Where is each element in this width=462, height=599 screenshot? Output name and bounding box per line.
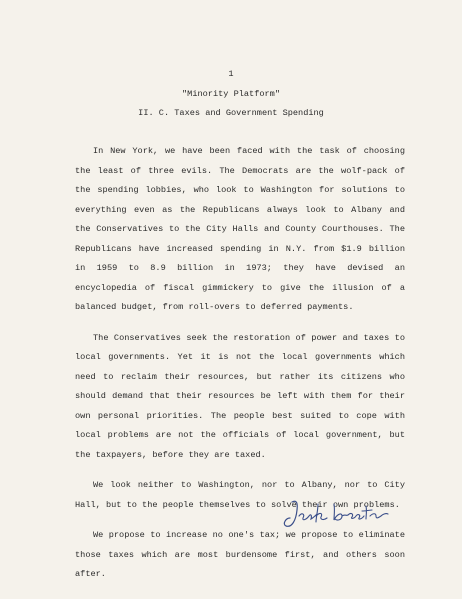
paragraph-1: In New York, we have been faced with the task of choosing the least of three evils. The Democrats are the wolf-pack of the spending lobbies, who look to Washington for solutions to everything even as the Republicans always look to Albany and the Conservatives to the City Halls and County Courthouses. The Republicans have increased spending in N.Y. from $1.9 billion in 1959 to 8.9 billion in 1973; they have devised an encyclopedia of fiscal gimmickery to give the illusion of a balanced budget, from roll-overs to deferred payments.	[75, 146, 405, 312]
section-heading: II. C. Taxes and Government Spending	[138, 108, 324, 118]
document-title: "Minority Platform"	[182, 89, 280, 99]
paragraph-4: We propose to increase no one's tax; we propose to eliminate those taxes which are most burdensome first, and others soon after.	[75, 530, 405, 579]
handwritten-signature	[282, 492, 392, 536]
paragraph-3: We look neither to Washington, nor to Albany, nor to City Hall, but to the people themselves to solve their own problems.	[75, 480, 405, 510]
page-number: 1	[228, 69, 234, 79]
paragraph-2: The Conservatives seek the restoration of power and taxes to local governments. Yet it is not the local governments which need to reclaim their resources, but rather its citizens who should demand that their resources be left with them for their own personal priorities. The people best suited to cope with local problems are not the officials of local government, but the taxpayers, before they are taxed.	[75, 332, 405, 460]
